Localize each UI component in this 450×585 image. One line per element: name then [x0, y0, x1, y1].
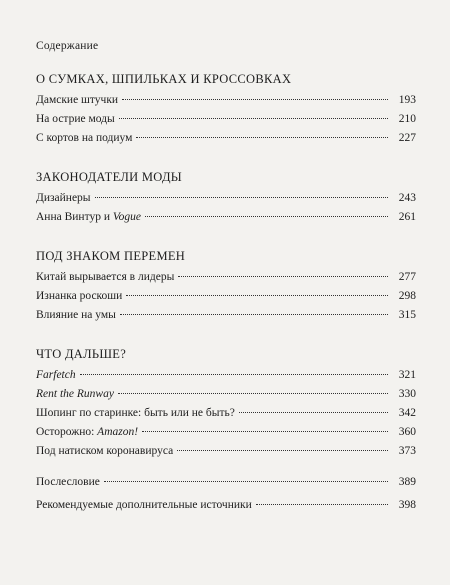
leader-dots — [256, 504, 388, 505]
entry-title: С кортов на подиум — [36, 132, 133, 144]
entry-title: На острие моды — [36, 113, 115, 125]
entry-title: Китай вырывается в лидеры — [36, 271, 175, 283]
entry-title-prefix: Осторожно: — [36, 426, 98, 438]
entry-title: Farfetch — [36, 369, 76, 381]
page-number: 342 — [398, 407, 416, 419]
toc-entry — [36, 110, 416, 129]
entry-title: Дизайнеры — [36, 192, 91, 204]
section-title: ЧТО ДАЛЬШЕ? — [36, 347, 127, 361]
leader-dots — [119, 118, 388, 119]
toc-section — [36, 239, 416, 325]
entry-title: Под натиском коронавируса — [36, 445, 174, 457]
entry-title-italic: Amazon! — [97, 426, 139, 438]
toc-entry — [36, 366, 416, 385]
leader-dots — [145, 216, 388, 217]
entry-title: Изнанка роскоши — [36, 290, 123, 302]
page-number: 277 — [398, 271, 416, 283]
page-number: 227 — [398, 132, 416, 144]
page-number: 321 — [398, 369, 416, 381]
toc-entry — [36, 91, 416, 110]
section-title: ЗАКОНОДАТЕЛИ МОДЫ — [36, 170, 183, 184]
entry-title-italic: Vogue — [112, 211, 141, 223]
leader-dots — [118, 393, 388, 394]
page-number: 373 — [398, 445, 416, 457]
toc-entry — [36, 287, 416, 306]
page-number: 389 — [398, 476, 416, 488]
page-number: 261 — [398, 211, 416, 223]
leader-dots — [136, 137, 388, 138]
toc-entry — [36, 496, 416, 515]
entry-title — [36, 423, 138, 442]
entry-title: Rent the Runway — [36, 388, 114, 400]
leader-dots — [120, 314, 388, 315]
toc-entry — [36, 208, 416, 227]
leader-dots — [142, 431, 388, 432]
page-number: 360 — [398, 426, 416, 438]
toc-entry — [36, 442, 416, 461]
toc-entry — [36, 306, 416, 325]
leader-dots — [122, 99, 388, 100]
entry-title — [36, 208, 141, 227]
page-number: 298 — [398, 290, 416, 302]
toc-section — [36, 160, 416, 227]
leader-dots — [95, 197, 388, 198]
leader-dots — [126, 295, 388, 296]
entry-title-prefix: Анна Винтур и — [36, 211, 113, 223]
section-title: ПОД ЗНАКОМ ПЕРЕМЕН — [36, 249, 186, 263]
table-of-contents — [36, 62, 416, 515]
toc-entry — [36, 129, 416, 148]
entry-title: Послесловие — [36, 476, 100, 488]
page-number: 398 — [398, 499, 416, 511]
toc-section — [36, 337, 416, 461]
leader-dots — [104, 481, 388, 482]
page-number: 243 — [398, 192, 416, 204]
toc-entry — [36, 268, 416, 287]
toc-entry — [36, 385, 416, 404]
entry-title: Влияние на умы — [36, 309, 116, 321]
leader-dots — [177, 450, 388, 451]
page-number: 210 — [398, 113, 416, 125]
toc-entry — [36, 189, 416, 208]
page-number: 315 — [398, 309, 416, 321]
section-title: О СУМКАХ, ШПИЛЬКАХ И КРОССОВКАХ — [36, 72, 292, 86]
toc-entry — [36, 473, 416, 492]
page-number: 330 — [398, 388, 416, 400]
entry-title: Рекомендуемые дополнительные источники — [36, 499, 252, 511]
leader-dots — [239, 412, 388, 413]
leader-dots — [178, 276, 388, 277]
toc-entry — [36, 404, 416, 423]
leader-dots — [80, 374, 388, 375]
toc-standalone — [36, 473, 416, 515]
entry-title: Дамские штучки — [36, 94, 119, 106]
toc-section — [36, 62, 416, 148]
toc-entry — [36, 423, 416, 442]
entry-title: Шопинг по старинке: быть или не быть? — [36, 407, 235, 419]
running-head: Содержание — [36, 40, 99, 52]
page-number: 193 — [398, 94, 416, 106]
